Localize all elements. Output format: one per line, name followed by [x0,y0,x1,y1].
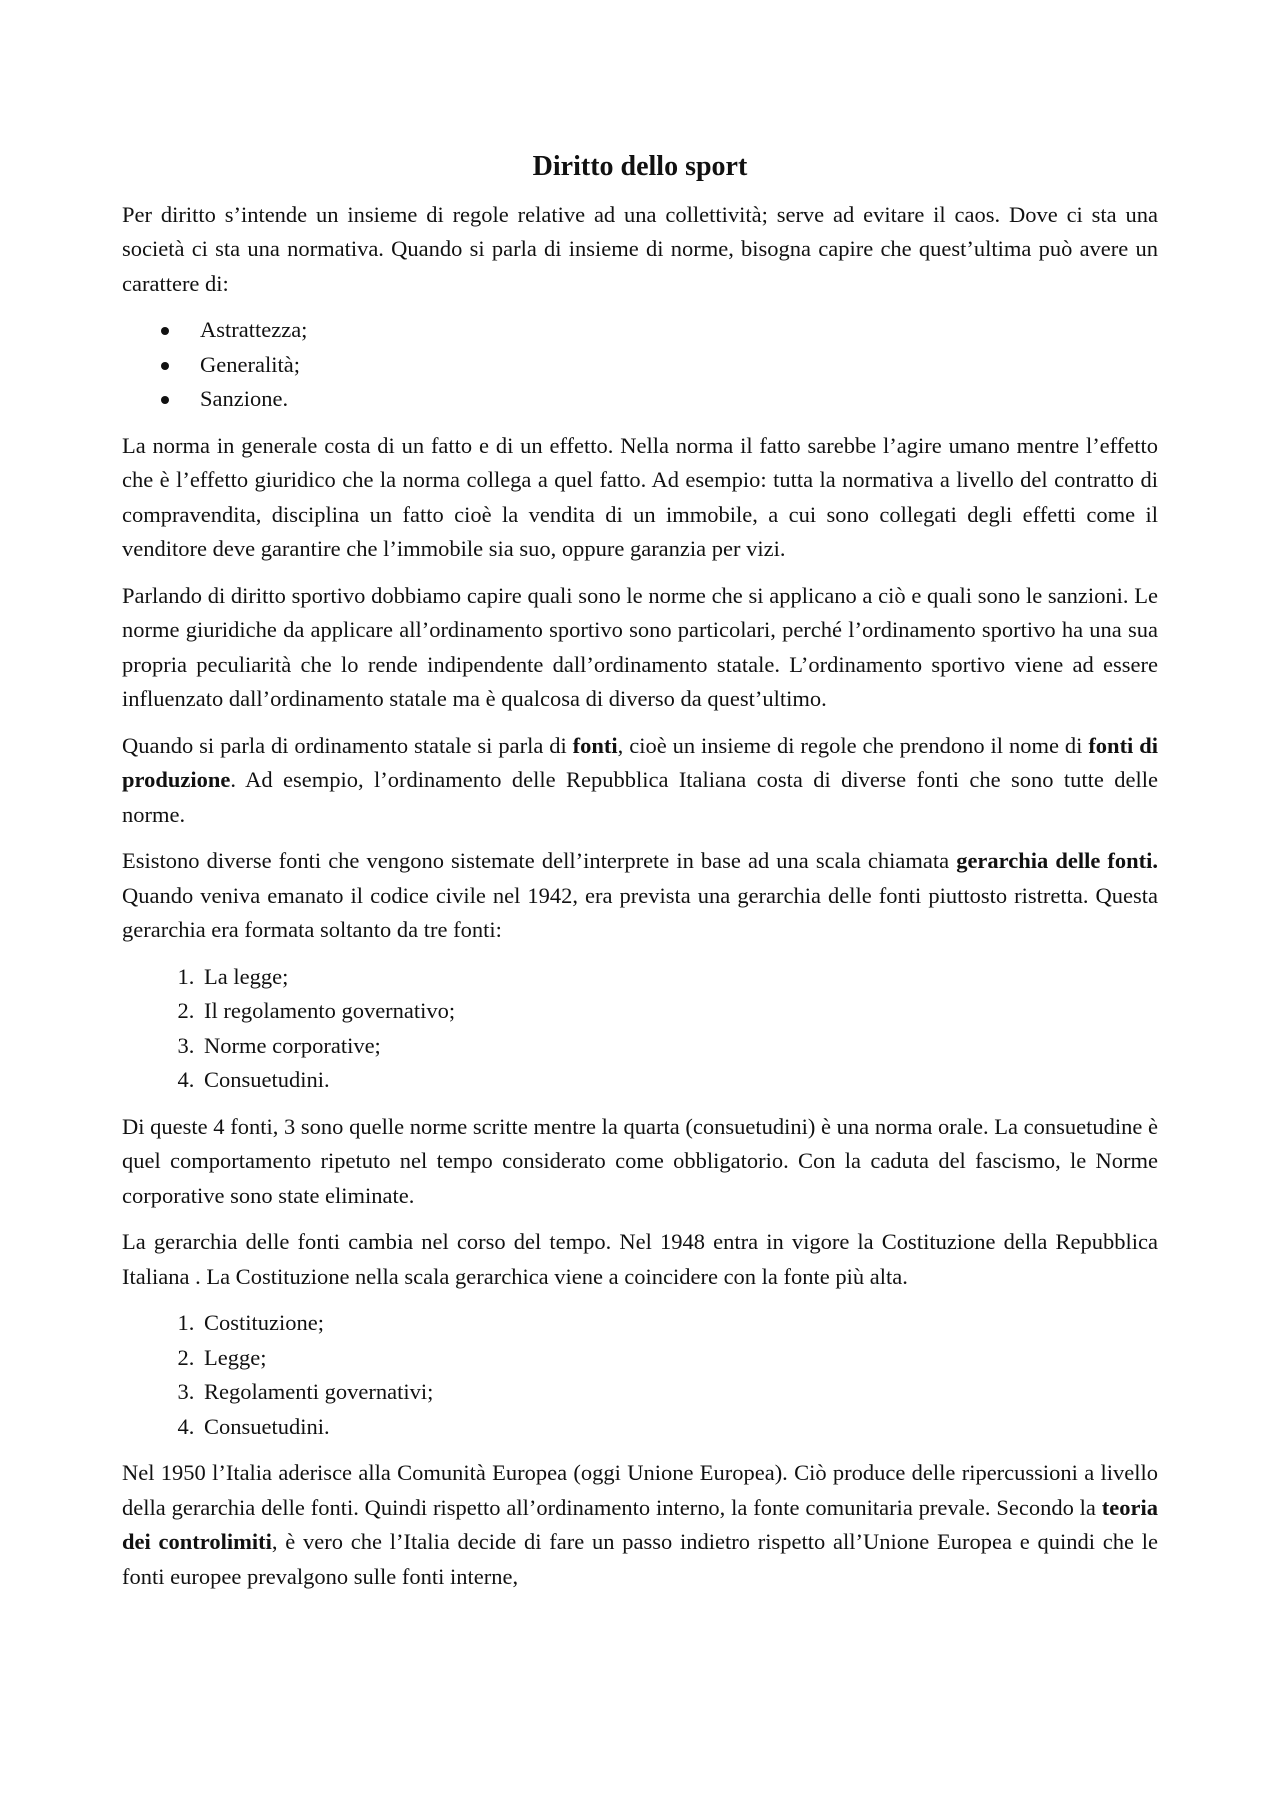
paragraph-sports-law: Parlando di diritto sportivo dobbiamo capire quali sono le norme che si applicano a ciò e quali sono le sanzioni. Le norme giuridiche da applicare all’ordinamento sportivo sono particolari, perché l’ordinamento sportivo ha una sua propria peculiarità che lo rende indipendente dall’ordinamento statale. L’ordinamento sportivo viene ad essere influenzato dall’ordinamento statale ma è qualcosa di diverso da quest’ultimo. [122,582,1158,712]
list-item: 2. Il regolamento governativo; [200,994,1158,1029]
document-page [122,150,1158,1606]
list-item: 3. Regolamenti governativi; [200,1375,1158,1410]
bold-term-fonti-di-produzione: fonti di produzione [122,732,1158,793]
text-span: , cioè un insieme di regole che prendono il nome di [617,732,1089,758]
list-item: 4. Consuetudini. [200,1410,1158,1445]
list-item: 3. Norme corporative; [200,1029,1158,1064]
document-title: Diritto dello sport [532,151,748,182]
list-item: Sanzione. [200,382,1158,417]
list-item: 1. La legge; [200,960,1158,995]
paragraph-constitution: La gerarchia delle fonti cambia nel corso del tempo. Nel 1948 entra in vigore la Costituzione della Repubblica Italiana . La Costituzione nella scala gerarchica viene a coincidere con la fonte più alta. [122,1229,1158,1289]
paragraph-european-union [122,1456,1158,1594]
paragraph-definition: Per diritto s’intende un insieme di regole relative ad una collettività; serve ad evitare il caos. Dove ci sta una società ci sta una normativa. Quando si parla di insieme di norme, bisogna capire che quest’ultima può avere un carattere di: [122,201,1158,296]
bold-term-fonti: fonti [572,732,618,758]
text-span: Nel 1950 l’Italia aderisce alla Comunità Europea (oggi Unione Europea). Ciò produce delle ripercussioni a livello della gerarchia delle fonti. Quindi rispetto all’ordinamento interno, la fonte comunitaria prevale. Secondo la [122,1460,1158,1520]
list-item: 4. Consuetudini. [200,1063,1158,1098]
paragraph-sources [122,729,1158,833]
bold-term-gerarchia: gerarchia delle fonti. [956,848,1159,874]
norm-characteristics-list [122,313,1158,417]
text-span: Esistono diverse fonti che vengono sistemate dell’interprete in base ad una scala chiamata [122,848,957,874]
text-span: , è vero che l’Italia decide di fare un passo indietro rispetto all’Unione Europea e quindi che le fonti europee prevalgono sulle fonti interne, [122,1529,1158,1589]
text-span: Quando veniva emanato il codice civile nel 1942, era prevista una gerarchia delle fonti piuttosto ristretta. Questa gerarchia era formata soltanto da tre fonti: [122,882,1158,943]
paragraph-fact-effect: La norma in generale costa di un fatto e di un effetto. Nella norma il fatto sarebbe l’agire umano mentre l’effetto che è l’effetto giuridico che la norma collega a quel fatto. Ad esempio: tutta la normativa a livello del contratto di compravendita, disciplina un fatto cioè la vendita di un immobile, a cui sono collegati degli effetti come il venditore deve garantire che l’immobile sia suo, oppure garanzia per vizi. [122,432,1158,562]
hierarchy-1948-list [122,1306,1158,1444]
hierarchy-1942-list [122,960,1158,1098]
text-span: . Ad esempio, l’ordinamento delle Repubblica Italiana costa di diverse fonti che sono tutte delle norme. [122,767,1158,827]
list-item: Generalità; [200,348,1158,383]
text-span: Quando si parla di ordinamento statale si parla di [122,732,573,758]
paragraph-customs: Di queste 4 fonti, 3 sono quelle norme scritte mentre la quarta (consuetudini) è una norma orale. La consuetudine è quel comportamento ripetuto nel tempo considerato come obbligatorio. Con la caduta del fascismo, le Norme corporative sono state eliminate. [122,1113,1158,1208]
list-item: 1. Costituzione; [200,1306,1158,1341]
list-item: Astrattezza; [200,313,1158,348]
list-item: 2. Legge; [200,1341,1158,1376]
paragraph-hierarchy [122,844,1158,948]
bold-term-controlimiti: teoria dei controlimiti [122,1494,1158,1555]
